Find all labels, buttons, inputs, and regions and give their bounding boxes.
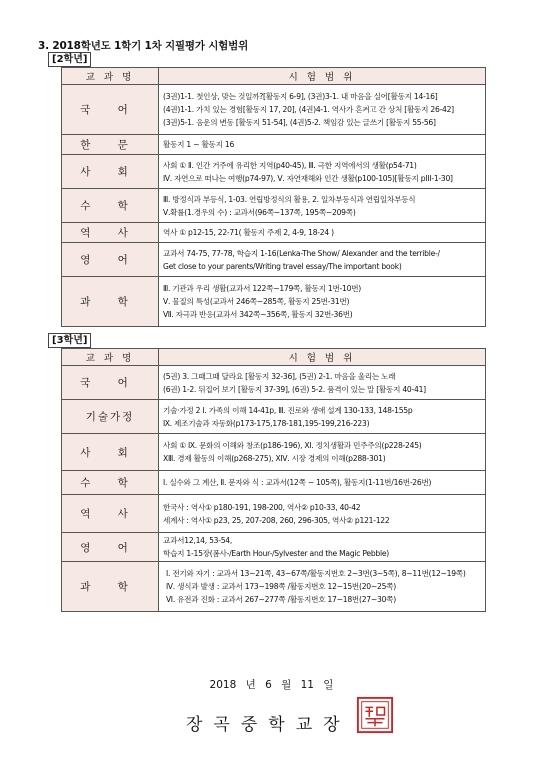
subject-cell: 수 학 <box>62 471 159 495</box>
table-row <box>62 135 486 155</box>
official-seal-icon <box>356 696 394 734</box>
page-title: 3. 2018학년도 1학기 1차 지필평가 시험범위 <box>38 40 249 52</box>
subject-cell: 과 학 <box>62 562 159 612</box>
range-line: Ⅲ. 방정식과 부등식, 1-03. 연립방정식의 활용, 2. 일차부등식과 연립일차부등식 <box>163 194 416 204</box>
subject-cell: 역 사 <box>62 223 159 243</box>
range-line: 교과서12,14, 53-54, <box>163 536 233 545</box>
table-row <box>62 85 486 135</box>
range-line: Ⅰ. 실수와 그 계산, Ⅱ. 문자와 식 : 교과서(12쪽 ~ 105쪽), 활동지(1-11번/16번-26번) <box>163 478 432 487</box>
table-row <box>62 471 486 495</box>
range-line: 활동지 1 ~ 활동지 16 <box>163 140 235 149</box>
table-row <box>62 434 486 471</box>
subject-cell: 사 회 <box>62 155 159 189</box>
range-line: 역사 ① p12-15, 22-71( 활동지 주제 2, 4-9, 18-24 ) <box>163 228 334 237</box>
table-header-row <box>62 68 486 85</box>
range-cell <box>159 189 486 223</box>
table-row <box>62 533 486 562</box>
subject-cell: 한 문 <box>62 135 159 155</box>
range-cell <box>159 135 486 155</box>
header-range: 시 험 범 위 <box>159 349 486 366</box>
table-row <box>62 277 486 327</box>
table-row <box>62 189 486 223</box>
range-line: Ⅴ. 물질의 특성(교과서 246쪽~285쪽, 활동지 25번-31번) <box>163 297 350 306</box>
range-cell <box>159 277 486 327</box>
range-line: Ⅸ. 제조기술과 자동화(p173-175,178-181,195-199,216-223) <box>163 418 370 428</box>
range-cell <box>159 495 486 533</box>
header-range: 시 험 범 위 <box>159 68 486 85</box>
header-subject: 교 과 명 <box>62 349 159 366</box>
subject-cell: 수 학 <box>62 189 159 223</box>
table-row <box>62 223 486 243</box>
range-line: Ⅳ. 자연으로 떠나는 여행(p74-97), Ⅴ. 자연재해와 인간 생활(p100-105)[활동지 pIII-1-30] <box>163 173 453 183</box>
range-line: Ⅲ. 기관과 우리 생활(교과서 122쪽~179쪽, 활동지 1번-10번) <box>163 284 362 293</box>
subject-cell: 영 어 <box>62 243 159 277</box>
range-line: (3권)5-1. 음운의 변동 [활동지 51-54], (4권)5-2. 책임감 있는 글쓰기 [활동지 55-56] <box>163 118 436 127</box>
range-line: (6권) 1-2. 뒤집어 보기 [활동지 37-39], (6권) 5-2. 품격이 있는 말 [활동지 40-41] <box>163 384 426 394</box>
range-line: Ⅶ. 자극과 반응(교과서 342쪽~356쪽, 활동지 32번-36번) <box>163 310 353 319</box>
range-line: Ⅳ. 생식과 발생 : 교과서 173~198쪽 /활동지번호 12~15번(20~25쪽) <box>166 582 396 591</box>
range-cell <box>159 562 486 612</box>
range-line: 교과서 74-75, 77-78, 학습지 1-16(Lenka-The Show/ Alexander and the terrible-/ <box>163 248 440 258</box>
range-line: (5권) 3. 그때그때 달라요 [활동지 32-36], (5권) 2-1. 마음을 울리는 노래 <box>163 371 396 381</box>
range-line: Ⅴ.확률(1.경우의 수) : 교과서(96쪽~137쪽, 195쪽~209쪽) <box>163 207 356 217</box>
range-cell <box>159 366 486 400</box>
grade2-table <box>61 67 486 327</box>
grade2-label: [2학년] <box>48 52 91 67</box>
range-cell <box>159 243 486 277</box>
range-cell <box>159 155 486 189</box>
range-line: Ⅰ. 전기와 자기 : 교과서 13~21쪽, 43~67쪽/활동지번호 2~3번(3~5쪽), 8~11번(12~19쪽) <box>166 569 466 578</box>
range-cell <box>159 223 486 243</box>
range-line: Get close to your parents/Writing travel essay/The important book) <box>163 261 402 271</box>
range-line: XⅢ. 경제 활동의 이해(p268-275), XⅣ. 시장 경제의 이해(p288-301) <box>163 454 386 463</box>
document-date: 2018 년 6 월 11 일 <box>209 679 334 691</box>
subject-cell: 과 학 <box>62 277 159 327</box>
table-row <box>62 562 486 612</box>
range-cell <box>159 471 486 495</box>
grade3-label: [3학년] <box>48 333 91 348</box>
subject-cell: 역 사 <box>62 495 159 533</box>
table-row <box>62 495 486 533</box>
range-line: (4권)1-1. 가치 있는 경험[활동지 17, 20], (4권)4-1. 역사가 흔켜고 간 상처 [활동지 26-42] <box>163 105 454 114</box>
subject-cell: 기술가정 <box>62 400 159 434</box>
subject-cell: 국 어 <box>62 366 159 400</box>
school-principal: 장곡중학교장 <box>186 715 351 735</box>
header-subject: 교 과 명 <box>62 68 159 85</box>
subject-cell: 영 어 <box>62 533 159 562</box>
range-line: 기술·가정 2 Ⅰ. 가족의 이해 14-41p, Ⅲ. 진로와 생애 설계 130-133, 148-155p <box>163 405 413 415</box>
table-row <box>62 155 486 189</box>
table-header-row <box>62 349 486 366</box>
range-line: 한국사 : 역사① p180-191, 198-200, 역사② p10-33, 40-42 <box>163 502 361 512</box>
range-cell <box>159 400 486 434</box>
range-line: 학습지 1-15장(폼사-/Earth Hour-/Sylvester and the Magic Pebble) <box>163 549 389 558</box>
range-line: 사회 ① Ⅸ. 문화의 이해와 창조(p186-196), Ⅺ. 정치생활과 민주주의(p228-245) <box>163 441 422 450</box>
range-cell <box>159 434 486 471</box>
table-row <box>62 366 486 400</box>
range-cell <box>159 533 486 562</box>
range-line: 세계사 : 역사① p23, 25, 207-208, 260, 296-305, 역사② p121-122 <box>163 515 390 525</box>
subject-cell: 국 어 <box>62 85 159 135</box>
grade3-table <box>61 348 486 612</box>
range-line: 사회 ① Ⅱ. 인간 거주에 유리한 지역(p40-45), Ⅲ. 극한 지역에서의 생활(p54-71) <box>163 160 417 170</box>
table-row <box>62 400 486 434</box>
table-row <box>62 243 486 277</box>
range-line: (3권)1-1. 첫인상, 맞는 것일까?[활동지 6-9], (3권)3-1. 내 마음을 실어[활동지 14-16] <box>163 92 438 101</box>
range-cell <box>159 85 486 135</box>
range-line: Ⅵ. 유전과 진화 : 교과서 267~277쪽 /활동지번호 17~18번(27~30쪽) <box>166 595 396 604</box>
subject-cell: 사 회 <box>62 434 159 471</box>
